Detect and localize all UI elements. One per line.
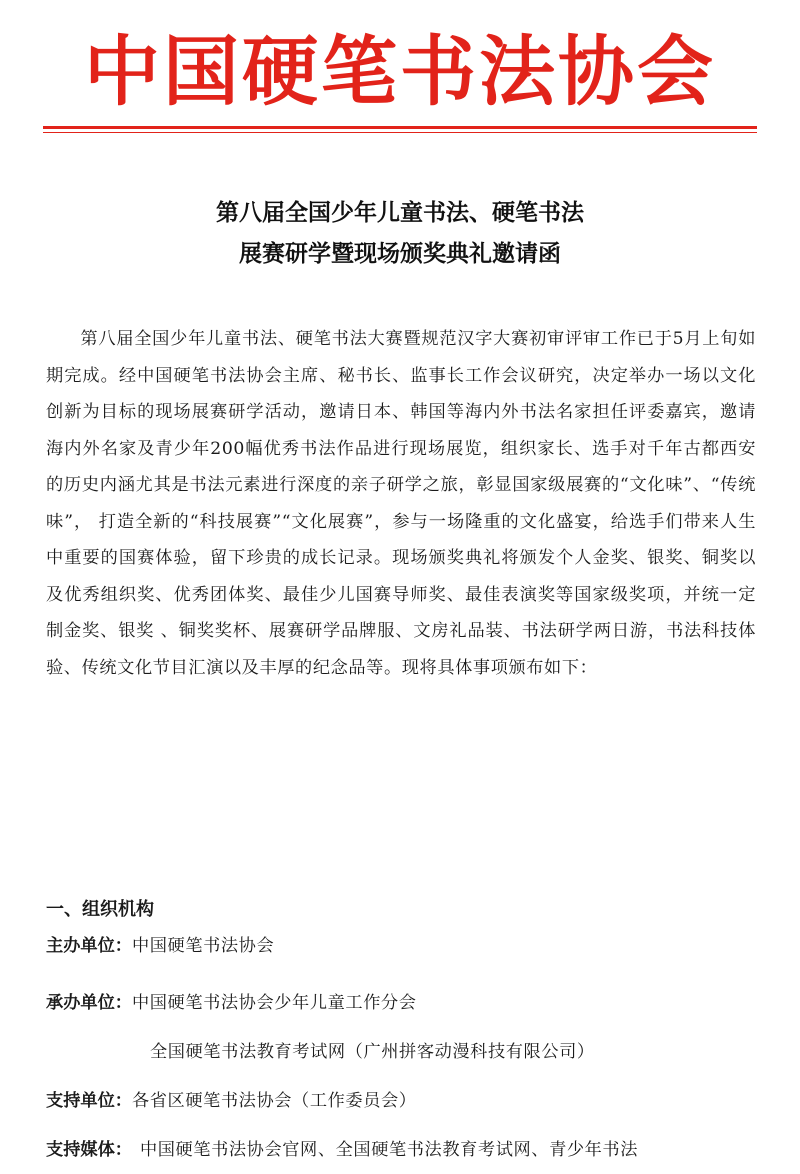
support-label: 支持单位：	[46, 1091, 132, 1111]
document-title	[0, 193, 800, 275]
support-value: 各省区硬笔书法协会（工作委员会）	[131, 1091, 417, 1111]
document-title-line2: 展赛研学暨现场颁奖典礼邀请函	[239, 241, 561, 267]
host-label: 主办单位：	[46, 936, 132, 956]
letterhead-title: 中国硬笔书法协会	[84, 27, 716, 116]
org-row-organizer	[46, 985, 766, 1021]
letterhead-rule-thick	[43, 126, 757, 129]
media-label: 支持媒体：	[46, 1140, 132, 1160]
media-value: 中国硬笔书法协会官网、全国硬笔书法教育考试网、青少年书法	[139, 1140, 639, 1160]
body-paragraph: 第八届全国少年儿童书法、硬笔书法大赛暨规范汉字大赛初审评审工作已于5月上旬如期完成。经中国硬笔书法协会主席、秘书长、监事长工作会议研究，决定举办一场以文化创新为目标的现场展赛研学活动，邀请日本、韩国等海内外书法名家担任评委嘉宾，邀请海内外名家及青少年200幅优秀书法作品进行现场展览，组织家长、选手对千年古都西安的历史内涵尤其是书法元素进行深度的亲子研学之旅，彰显国家级展赛的“文化味”、“传统味”， 打造全新的“科技展赛”“文化展赛”，参与一场隆重的文化盛宴，给选手们带来人生中重要的国赛体验，留下珍贵的成长记录。现场颁奖典礼将颁发个人金奖、银奖、铜奖以及优秀组织奖、优秀团体奖、最佳少儿国赛导师奖、最佳表演奖等国家级奖项，并统一定制金奖、银奖 、铜奖奖杯、展赛研学品牌服、文房礼品装、书法研学两日游，书法科技体验、传统文化节目汇演以及丰厚的纪念品等。现将具体事项颁布如下：	[46, 329, 756, 678]
organizer-label: 承办单位：	[46, 993, 132, 1013]
organizer-value: 中国硬笔书法协会少年儿童工作分会	[131, 993, 417, 1013]
document-title-line1: 第八届全国少年儿童书法、硬笔书法	[216, 200, 584, 226]
org-row-media	[46, 1132, 766, 1168]
org-row-organizer-2	[150, 1034, 800, 1070]
organizer-value-2: 全国硬笔书法教育考试网（广州拼客动漫科技有限公司）	[150, 1042, 595, 1062]
org-row-host	[46, 928, 766, 964]
org-row-support	[46, 1083, 766, 1119]
letterhead-rule-thin	[43, 132, 757, 133]
section-heading-organization: 一、组织机构	[46, 899, 154, 920]
host-value: 中国硬笔书法协会	[131, 936, 275, 956]
